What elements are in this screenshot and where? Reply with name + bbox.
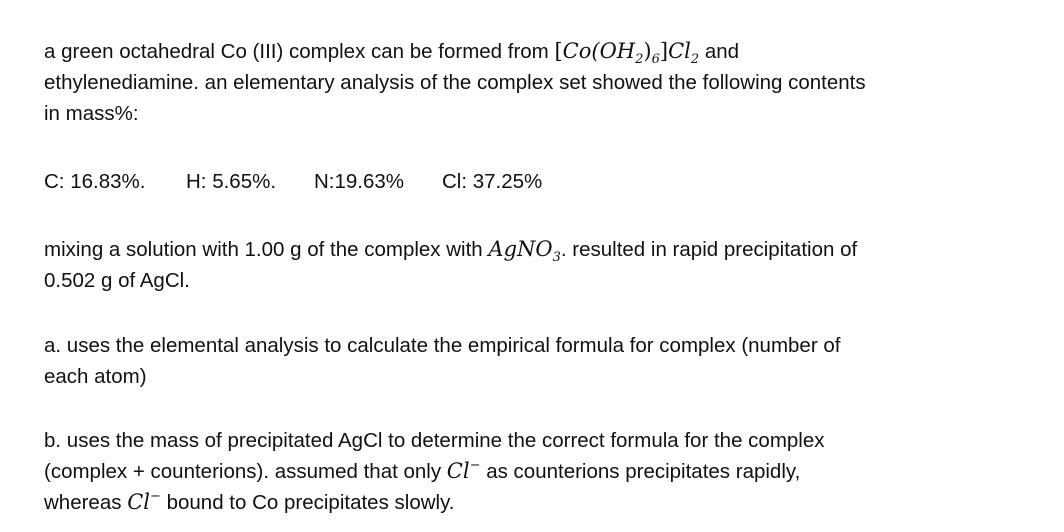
intro-text-before: a green octahedral Co (III) complex can be formed from (44, 40, 555, 63)
chloride-ion-formula: Cl− (446, 458, 481, 483)
mixing-text-after: . resulted in rapid precipitation of (560, 238, 858, 261)
chloride-ion-formula-bound: Cl− (127, 489, 161, 514)
intro-line-2: ethylenediamine. an elementary analysis of the complex set showed the following contents (44, 71, 866, 94)
intro-line-3: in mass%: (44, 102, 139, 125)
intro-text-after: and (699, 40, 740, 63)
mixing-text-before: mixing a solution with 1.00 g of the complex with (44, 238, 489, 261)
carbon-percent: C: 16.83%. (44, 170, 146, 193)
question-a (44, 330, 1034, 392)
question-b-line-2-after: as counterions precipitates rapidly, (480, 460, 801, 483)
silver-nitrate-formula: AgNO$_3$ (488, 237, 561, 265)
question-b-line-3-before: whereas (44, 491, 128, 514)
problem-document (44, 36, 1034, 518)
chlorine-percent: Cl: 37.25% (442, 170, 543, 193)
hydrogen-percent: H: 5.65%. (186, 170, 277, 193)
question-a-line-1: a. uses the elemental analysis to calculate the empirical formula for complex (number of (44, 334, 841, 357)
nitrogen-percent: N:19.63% (314, 170, 405, 193)
question-b (44, 425, 1034, 518)
mixing-line-2: 0.502 g of AgCl. (44, 269, 190, 292)
question-b-line-3-after: bound to Co precipitates slowly. (160, 491, 455, 514)
question-a-line-2: each atom) (44, 365, 147, 388)
mass-percent-contents (44, 166, 1034, 197)
intro-paragraph (44, 36, 1034, 129)
question-b-line-2-before: (complex + counterions). assumed that only (44, 460, 447, 483)
question-b-line-1: b. uses the mass of precipitated AgCl to determine the correct formula for the complex (44, 429, 825, 452)
mixing-paragraph (44, 234, 1034, 296)
cobalt-aqua-complex-formula: $[Co(OH_2)_6]Cl_2$ (554, 39, 700, 67)
